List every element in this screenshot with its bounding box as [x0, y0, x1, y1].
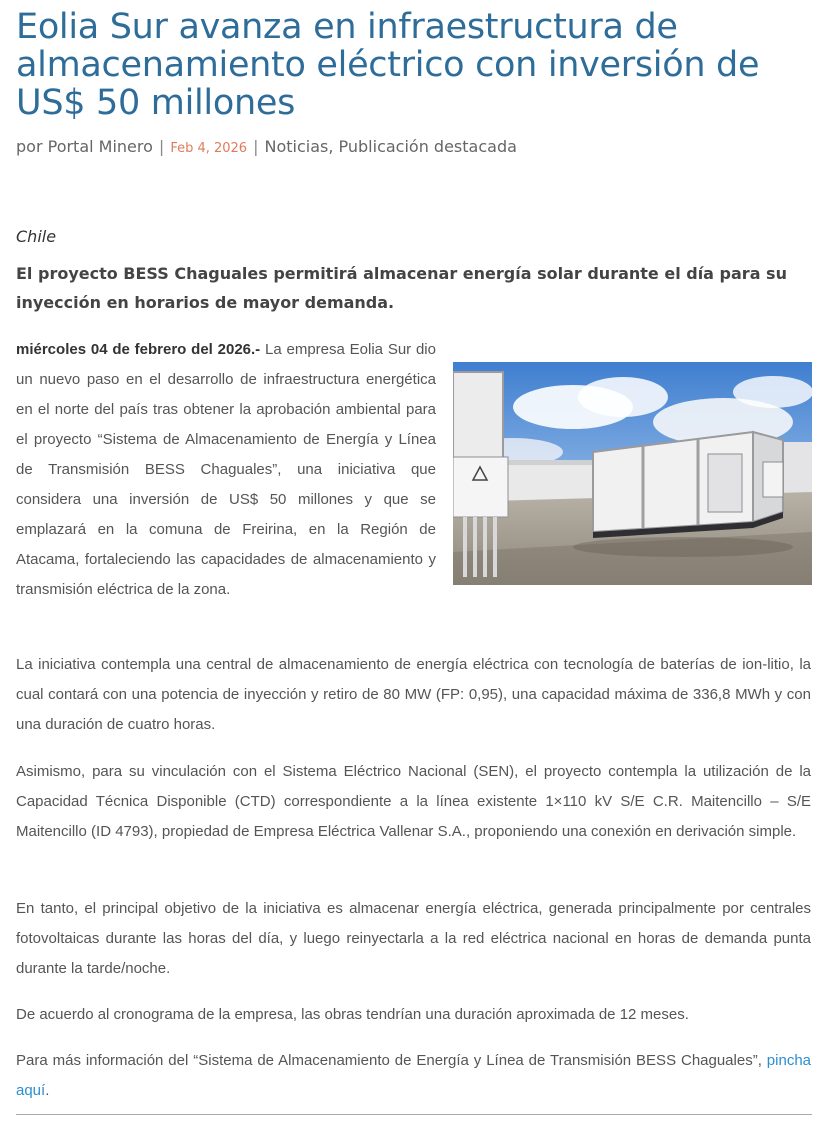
- paragraph-2: La iniciativa contempla una central de almacenamiento de energía eléctrica con tecnología de baterías de ion-litio, la cual contará con una potencia de inyección y retiro de 80 MW (FP: 0,95), una capacidad máxima de 336,8 MWh y con una duración de cuatro horas.: [16, 656, 811, 733]
- paragraph-5: De acuerdo al cronograma de la empresa, las obras tendrían una duración aproximada de 12 meses.: [16, 1006, 689, 1023]
- article-divider: [16, 1114, 812, 1115]
- battery-storage-photo: [453, 362, 812, 585]
- paragraph-6-text: Para más información del “Sistema de Almacenamiento de Energía y Línea de Transmisión BESS Chaguales”,: [16, 1052, 767, 1069]
- article-meta: [16, 137, 517, 156]
- paragraph-4: En tanto, el principal objetivo de la iniciativa es almacenar energía eléctrica, generada principalmente por centrales fotovoltaicas durante las horas del día, y luego reinyectarla a la red eléctrica nacional en horas de demanda punta durante la tarde/noche.: [16, 900, 811, 977]
- more-info-link[interactable]: pincha aquí: [16, 1052, 811, 1099]
- paragraph-1-text: La empresa Eolia Sur dio un nuevo paso en el desarrollo de infraestructura energética en el norte del país tras obtener la aprobación ambiental para el proyecto “Sistema de Almacenamiento de Energía y Línea de Transmisión BESS Chaguales”, una iniciativa que considera una inversión de US$ 50 millones y que se emplazará en la comuna de Freirina, en la Región de Atacama, fortaleciendo las capacidades de almacenamiento y transmisión eléctrica de la zona.: [16, 341, 436, 598]
- paragraph-3: Asimismo, para su vinculación con el Sistema Eléctrico Nacional (SEN), el proyecto contempla la utilización de la Capacidad Técnica Disponible (CTD) correspondiente a la línea existente 1×110 kV S/E C.R. Maitencillo – S/E Maitencillo (ID 4793), propiedad de Empresa Eléctrica Vallenar S.A., proponiendo una conexión en derivación simple.: [16, 763, 811, 840]
- paragraph-6-end: .: [45, 1082, 50, 1099]
- paragraph-1: [16, 335, 436, 605]
- author-byline[interactable]: por Portal Minero: [16, 137, 153, 156]
- article-lead: El proyecto BESS Chaguales permitirá almacenar energía solar durante el día para su inyección en horarios de mayor demanda.: [16, 264, 787, 312]
- paragraph-6: [16, 1046, 811, 1106]
- article-photo: [453, 362, 812, 585]
- meta-separator: |: [158, 137, 165, 156]
- dateline: miércoles 04 de febrero del 2026.-: [16, 341, 261, 358]
- publish-date: Feb 4, 2026: [170, 141, 248, 156]
- article-categories[interactable]: Noticias, Publicación destacada: [264, 137, 517, 156]
- meta-separator: |: [253, 137, 259, 156]
- country-tag: Chile: [16, 227, 57, 246]
- article-title: Eolia Sur avanza en infraestructura de almacenamiento eléctrico con inversión de US$ 50 millones: [16, 7, 760, 123]
